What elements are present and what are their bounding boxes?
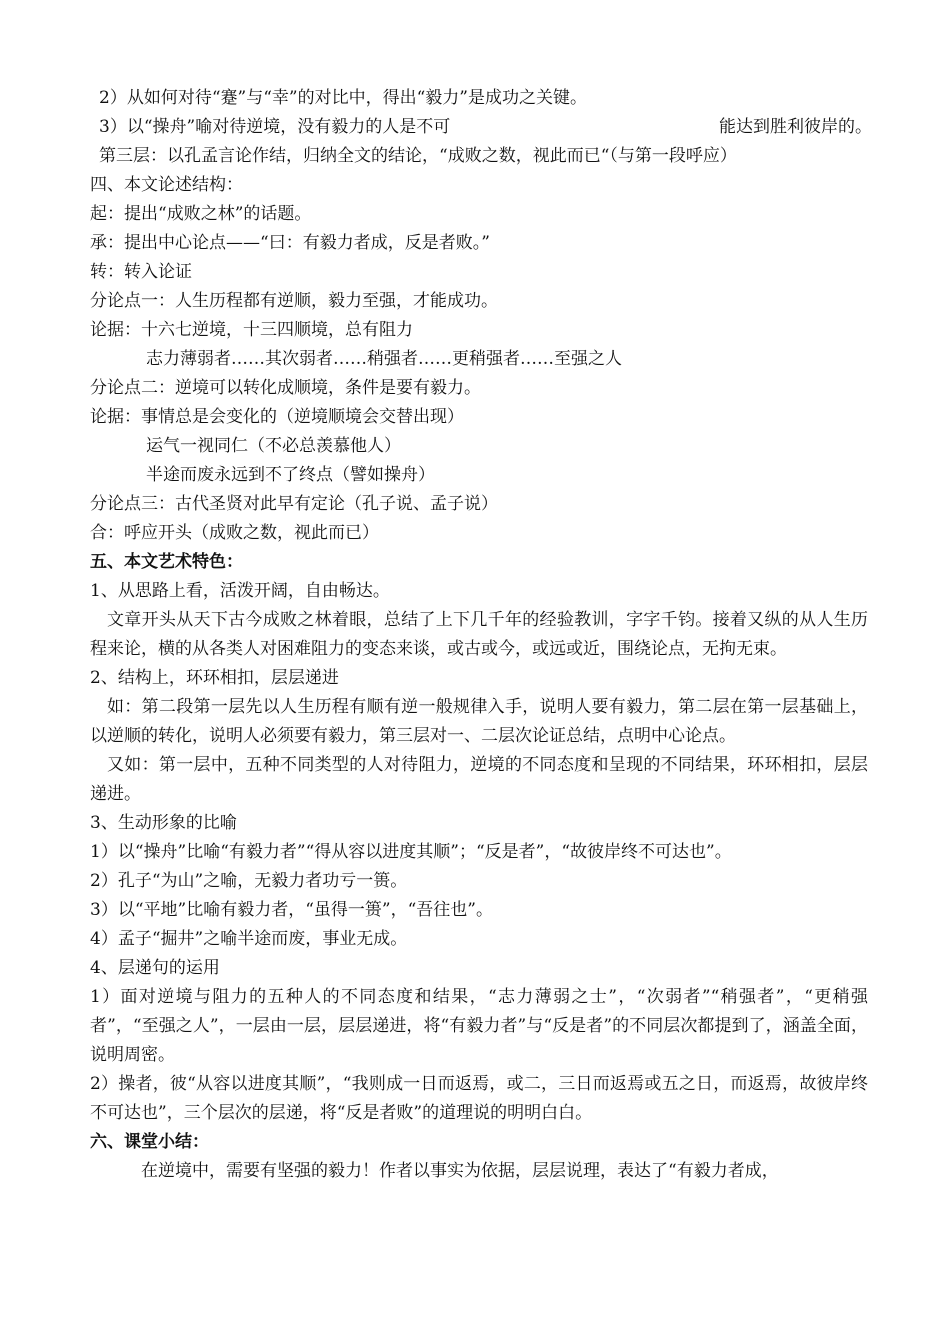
section-heading: 五、本文艺术特色： — [90, 552, 243, 572]
text-fragment: 3）以“操舟”喻对待逆境，没有毅力的人是不可 — [99, 117, 451, 137]
paragraph: 如：第二段第一层先以人生历程有顺有逆一般规律入手，说明人要有毅力，第二层在第一层基础上，以逆顺的转化，说明人必须要有毅力，第三层对一、二层次论证总结，点明中心论点。 — [90, 697, 868, 746]
text-line: 2）孔子“为山”之喻，无毅力者功亏一篑。 — [90, 871, 408, 891]
text-line: 2）从如何对待“蹇”与“幸”的对比中，得出“毅力”是成功之关键。 — [99, 88, 587, 108]
subheading: 4、层递句的运用 — [90, 958, 220, 978]
text-line: 分论点一：人生历程都有逆顺，毅力至强，才能成功。 — [90, 291, 498, 311]
text-line: 志力薄弱者……其次弱者……稍强者……更稍强者……至强之人 — [146, 349, 622, 369]
paragraph: 在逆境中，需要有坚强的毅力！作者以事实为依据，层层说理，表达了“有毅力者成， — [141, 1161, 779, 1181]
text-line: 论据：事情总是会变化的（逆境顺境会交替出现） — [90, 407, 464, 427]
paragraph: 文章开头从天下古今成败之林着眼，总结了上下几千年的经验教训，字字千钧。接着又纵的从人生历程来论，横的从各类人对困难阻力的变态来谈，或古或今，或远或近，围绕论点，无拘无束。 — [90, 610, 868, 659]
text-line: 承：提出中心论点——“曰：有毅力者成，反是者败。” — [90, 233, 490, 253]
subheading: 3、生动形象的比喻 — [90, 813, 237, 833]
text-line-with-gap — [90, 113, 872, 142]
text-line: 论据：十六七逆境，十三四顺境，总有阻力 — [90, 320, 413, 340]
subheading: 2、结构上，环环相扣，层层递进 — [90, 668, 339, 688]
text-line: 第三层：以孔孟言论作结，归纳全文的结论，“成败之数，视此而已“（与第一段呼应） — [99, 146, 737, 166]
paragraph: 1）以“操舟”比喻“有毅力者”“得从容以进度其顺”；“反是者”，“故彼岸终不可达也”。 — [90, 842, 732, 862]
text-line: 分论点二：逆境可以转化成顺境，条件是要有毅力。 — [90, 378, 481, 398]
document-page — [90, 84, 872, 1186]
paragraph: 2）操者，彼“从容以进度其顺”，“我则成一日而返焉，或二，三日而返焉或五之日，而返焉，故彼岸终不可达也”，三个层次的层递，将“反是者败”的道理说的明明白白。 — [90, 1074, 868, 1123]
text-line: 合：呼应开头（成败之数，视此而已） — [90, 523, 379, 543]
text-line: 3）以“平地”比喻有毅力者，“虽得一篑”，“吾往也”。 — [90, 900, 493, 920]
text-line: 运气一视同仁（不必总羡慕他人） — [146, 436, 401, 456]
paragraph: 又如：第一层中，五种不同类型的人对待阻力，逆境的不同态度和呈现的不同结果，环环相扣，层层递进。 — [90, 755, 868, 804]
text-line: 起：提出“成败之林”的话题。 — [90, 204, 312, 224]
section-heading: 四、本文论述结构： — [90, 175, 243, 195]
text-fragment: 能达到胜利彼岸的。 — [719, 117, 872, 137]
subheading: 1、从思路上看，活泼开阔，自由畅达。 — [90, 581, 390, 601]
text-line: 转：转入论证 — [90, 262, 192, 282]
paragraph: 1）面对逆境与阻力的五种人的不同态度和结果，“志力薄弱之士”，“次弱者”“稍强者”，“更稍强者”，“至强之人”，一层由一层，层层递进，将“有毅力者”与“反是者”的不同层次都提到了，涵盖全面，说明周密。 — [90, 987, 868, 1065]
section-heading: 六、课堂小结： — [90, 1132, 209, 1152]
text-line: 半途而废永远到不了终点（譬如操舟） — [146, 465, 435, 485]
text-line: 4）孟子“掘井”之喻半途而废，事业无成。 — [90, 929, 408, 949]
text-line: 分论点三：古代圣贤对此早有定论（孔子说、孟子说） — [90, 494, 498, 514]
